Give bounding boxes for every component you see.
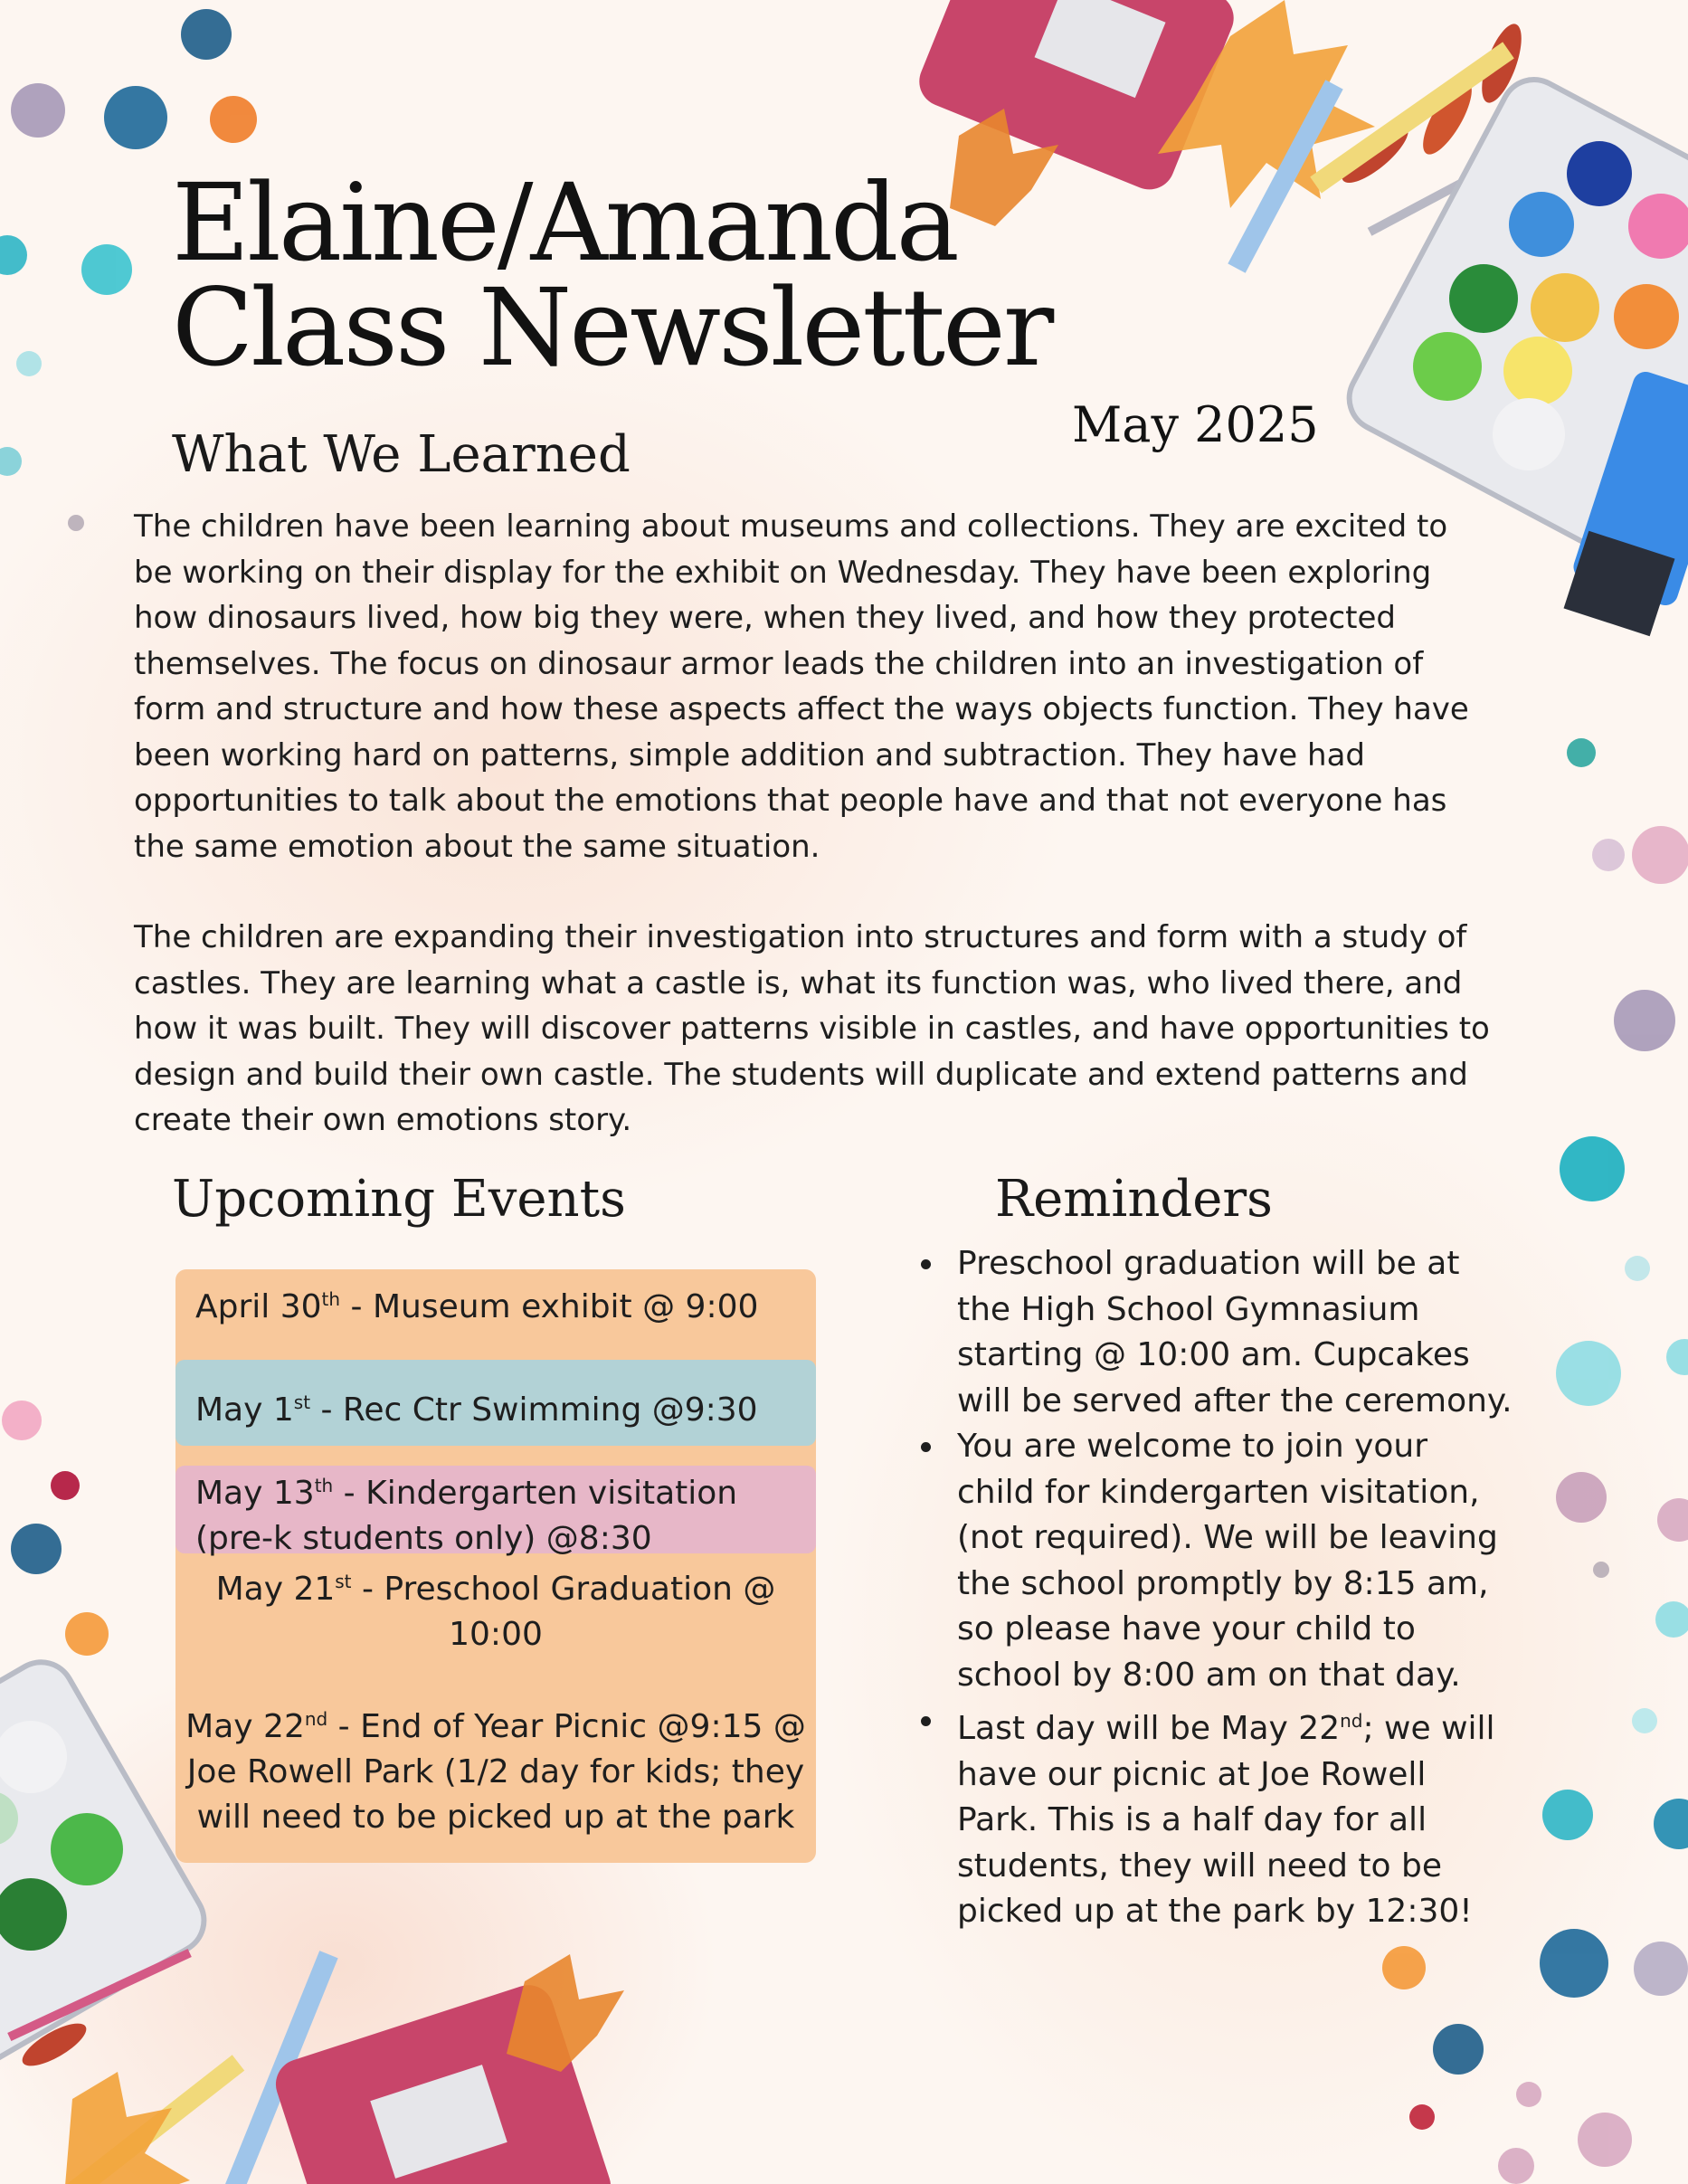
- event-date: May 21: [215, 1571, 336, 1608]
- learned-paragraph-2: The children are expanding their investigation into structures and form with a study of castles. They are learning what a castle is, what its function was, who lived there, and how it was built. They will discover patterns visible in castles, and have opportunities to design and build their own castle. The students will duplicate and extend patterns and create their own emotions story.: [134, 919, 1490, 1138]
- reminder-item: [915, 1241, 1513, 1424]
- what-we-learned-heading: What We Learned: [172, 425, 631, 484]
- reminder-text: You are welcome to join your child for kindergarten visitation, (not required). We will be leaving the school promptly by 8:15 am, so please have your child to school by 8:00 am on that day.: [957, 1428, 1498, 1694]
- reminder-item: [915, 1698, 1513, 1935]
- newsletter-title: [172, 160, 1052, 390]
- reminder-text: Preschool graduation will be at the High School Gymnasium starting @ 10:00 am. Cupcakes will be served after the ceremony.: [957, 1245, 1513, 1420]
- reminder-text: ; we will have our picnic at Joe Rowell Park. This is a half day for all students, they will need to be picked up at the park by 12:30!: [957, 1710, 1495, 1930]
- event-date: May 13: [195, 1475, 315, 1512]
- event-text: - Preschool Graduation @ 10:00: [351, 1571, 776, 1653]
- event-date-suffix: st: [335, 1571, 352, 1592]
- event-item: [195, 1380, 758, 1433]
- newsletter-date: May 2025: [1072, 396, 1319, 453]
- event-text: - Museum exhibit @ 9:00: [340, 1288, 759, 1325]
- event-item: [175, 1559, 816, 1657]
- event-date-suffix: st: [293, 1391, 311, 1413]
- event-date: April 30: [195, 1288, 322, 1325]
- reminders-heading: Reminders: [995, 1170, 1273, 1229]
- event-date-suffix: th: [314, 1475, 334, 1496]
- title-line-2: Class Newsletter: [172, 265, 1052, 390]
- event-item: [175, 1696, 816, 1840]
- event-item: [195, 1277, 758, 1330]
- event-date: May 1: [195, 1391, 294, 1429]
- event-date-suffix: nd: [304, 1708, 328, 1730]
- event-text: - Rec Ctr Swimming @9:30: [310, 1391, 758, 1429]
- reminder-item: [915, 1424, 1513, 1698]
- reminder-text: Last day will be May 22: [957, 1710, 1341, 1747]
- title-line-1: Elaine/Amanda: [172, 160, 957, 285]
- event-date-suffix: th: [321, 1288, 341, 1310]
- upcoming-events-heading: Upcoming Events: [172, 1170, 626, 1229]
- reminders-list: [915, 1241, 1513, 1935]
- event-item: [195, 1463, 792, 1562]
- event-text: - Kindergarten visitation (pre-k students only) @8:30: [195, 1475, 738, 1557]
- reminder-date-suffix: nd: [1340, 1710, 1363, 1732]
- learned-paragraph-1: The children have been learning about museums and collections. They are excited to be working on their display for the exhibit on Wednesday. They have been exploring how dinosaurs lived, how big they were, when they lived, and how they protected themselves. The focus on dinosaur armor leads the children into an investigation of form and structure and how these aspects affect the ways objects function. They have been working hard on patterns, simple addition and subtraction. They have had opportunities to talk about the emotions that people have and that not everyone has the same emotion about the same situation.: [134, 508, 1469, 865]
- event-date: May 22: [185, 1708, 305, 1745]
- event-text: - End of Year Picnic @9:15 @ Joe Rowell Park (1/2 day for kids; they will need to be picked up at the park: [186, 1708, 806, 1836]
